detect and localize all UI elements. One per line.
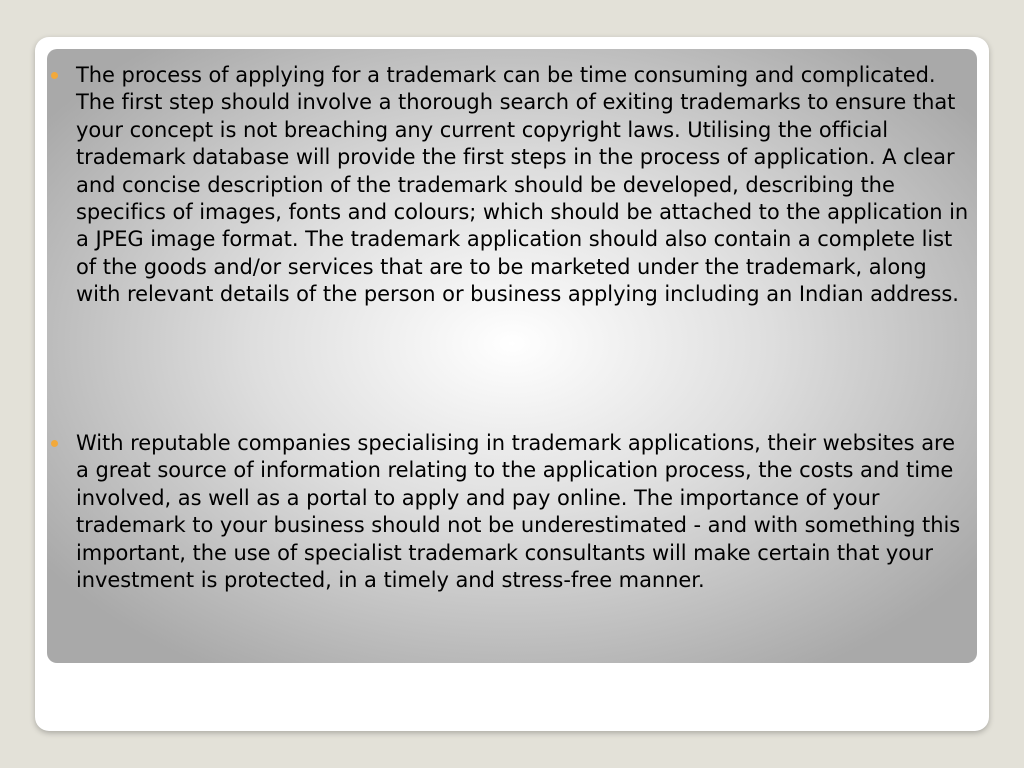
bullet-text-1: The process of applying for a trademark can be time consuming and complicated. The first step should involve a thorough search of exiting trademarks to ensure that your concept is not breaching any current copyright laws. Utilising the official trademark database will provide the first steps in the process of application. A clear and concise description of the trademark should be developed, describing the specifics of images, fonts and colours; which should be attached to the application in a JPEG image format. The trademark application should also contain a complete list of the goods and/or services that are to be marketed under the trademark, along with relevant details of the person or business applying including an Indian address.	[76, 63, 969, 307]
bullet-dot-icon	[51, 440, 58, 447]
bullet-item-1	[76, 62, 972, 309]
bullet-text-2: With reputable companies specialising in trademark applications, their websites are a great source of information relating to the application process, the costs and time involved, as well as a portal to apply and pay online. The importance of your trademark to your business should not be underestimated - and with something this important, the use of specialist trademark consultants will make certain that your investment is protected, in a timely and stress-free manner.	[76, 431, 961, 593]
bullet-dot-icon	[51, 72, 58, 79]
content-panel	[47, 49, 977, 663]
slide-frame	[35, 37, 989, 731]
bullet-item-2	[76, 430, 972, 594]
